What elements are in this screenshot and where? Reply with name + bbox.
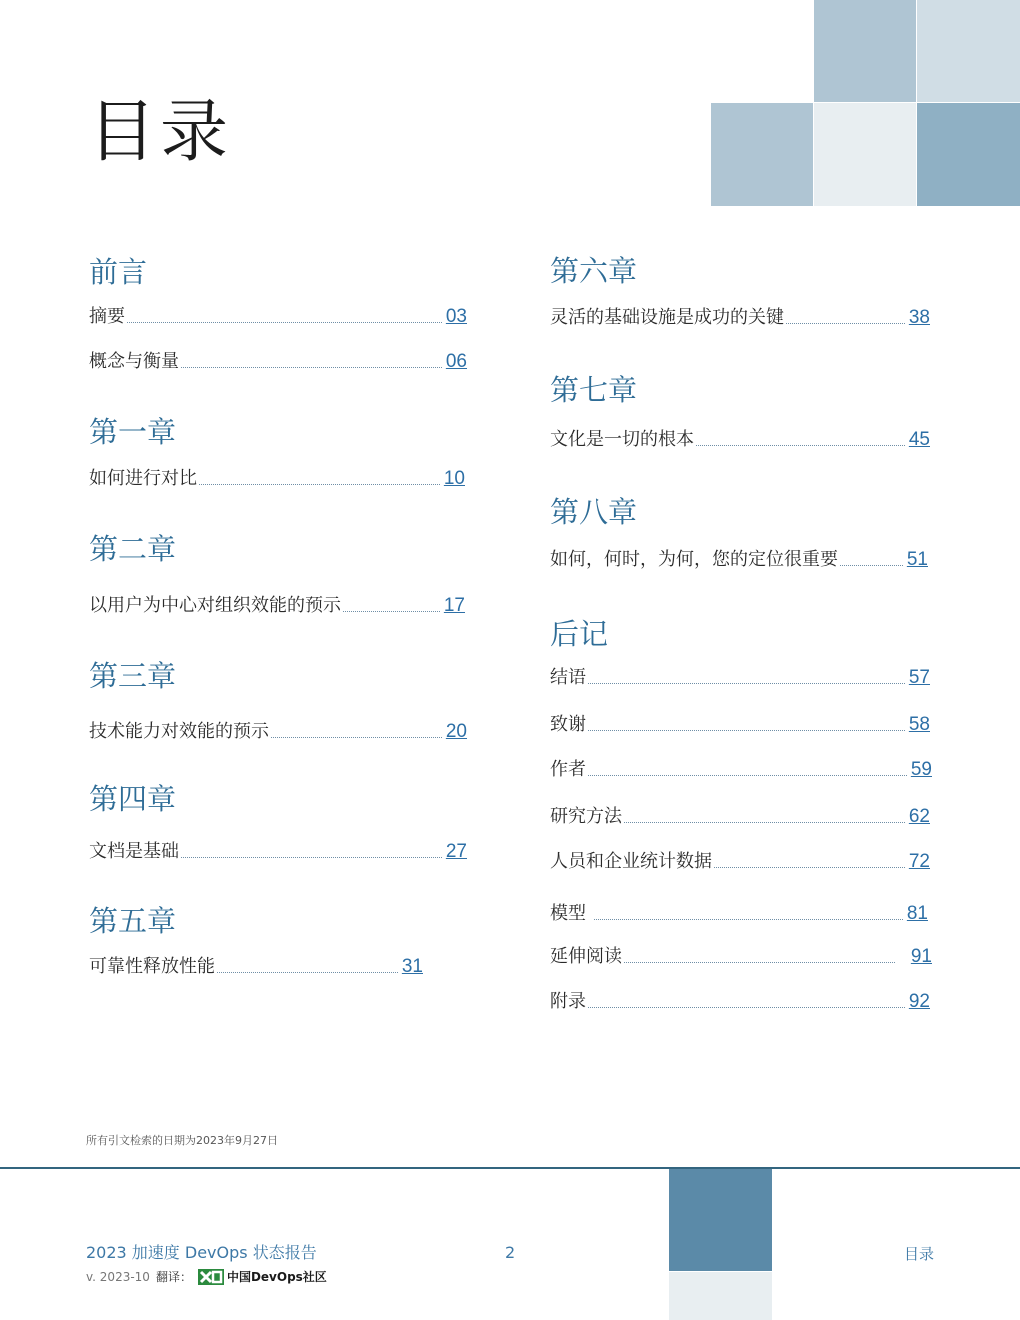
leader-dots [127, 322, 442, 323]
toc-entry[interactable] [550, 802, 930, 828]
leader-dots [588, 1007, 905, 1008]
leader-dots [199, 484, 440, 485]
toc-entry-label: 致谢 [550, 714, 586, 735]
toc-page-link[interactable]: 92 [908, 991, 930, 1012]
toc-entry[interactable] [550, 710, 930, 736]
toc-entry[interactable] [550, 303, 930, 329]
leader-dots [624, 822, 905, 823]
section-heading: 第二章 [89, 532, 177, 566]
toc-entry-label: 研究方法 [550, 806, 622, 827]
devops-community-logo [198, 1268, 327, 1285]
leader-dots [696, 445, 905, 446]
leader-dots [714, 867, 905, 868]
toc-page-link[interactable]: 20 [445, 721, 467, 742]
toc-entry-label: 作者 [550, 759, 586, 780]
toc-entry[interactable] [550, 755, 932, 781]
toc-nav-link[interactable]: 目录 [904, 1245, 935, 1263]
section-heading: 第四章 [89, 782, 177, 816]
logo-text: 中国DevOps社区 [226, 1270, 327, 1284]
toc-page-link[interactable]: 51 [906, 549, 928, 570]
toc-entry[interactable] [89, 302, 467, 328]
toc-page-link[interactable]: 06 [445, 351, 467, 372]
toc-page-link[interactable]: 10 [443, 468, 465, 489]
toc-entry-label: 可靠性释放性能 [89, 956, 215, 977]
toc-entry[interactable] [89, 837, 467, 863]
toc-entry[interactable] [550, 425, 930, 451]
leader-dots [588, 775, 907, 776]
toc-entry-label: 人员和企业统计数据 [550, 851, 712, 872]
toc-page-link[interactable]: 31 [401, 956, 423, 977]
toc-entry-label: 附录 [550, 991, 586, 1012]
leader-dots [343, 611, 440, 612]
leader-dots [181, 857, 442, 858]
toc-page-link[interactable]: 57 [908, 667, 930, 688]
section-heading: 第五章 [89, 904, 177, 938]
toc-page-link[interactable]: 45 [908, 429, 930, 450]
toc-entry-label: 延伸阅读 [550, 946, 622, 967]
toc-entry-label: 结语 [550, 667, 586, 688]
toc-entry[interactable] [89, 347, 467, 373]
toc-page-link[interactable]: 59 [910, 759, 932, 780]
leader-dots [588, 730, 905, 731]
leader-dots [181, 367, 442, 368]
leader-dots [840, 565, 903, 566]
toc-page-link[interactable]: 03 [445, 306, 467, 327]
toc-entry[interactable] [550, 663, 930, 689]
toc-entry[interactable] [550, 942, 932, 968]
footer-divider [0, 1167, 1020, 1169]
leader-dots [588, 683, 905, 684]
toc-entry-label: 概念与衡量 [89, 351, 179, 372]
toc-entry-label: 摘要 [89, 306, 125, 327]
toc-entry[interactable] [89, 591, 465, 617]
deco-square [917, 103, 1020, 206]
deco-square [917, 0, 1020, 102]
toc-page-link[interactable]: 62 [908, 806, 930, 827]
version-text: v. 2023-10 [86, 1269, 150, 1284]
page-title: 目录 [88, 93, 233, 172]
section-heading: 后记 [550, 617, 609, 651]
toc-entry-label: 文档是基础 [89, 841, 179, 862]
toc-entry-label: 如何进行对比 [89, 468, 197, 489]
toc-page-link[interactable]: 72 [908, 851, 930, 872]
toc-entry[interactable] [89, 952, 423, 978]
toc-page-link[interactable]: 81 [906, 903, 928, 924]
toc-page-link[interactable]: 17 [443, 595, 465, 616]
toc-entry-label: 技术能力对效能的预示 [89, 721, 269, 742]
section-heading: 第六章 [550, 254, 638, 288]
leader-dots [624, 962, 895, 963]
deco-square [814, 0, 916, 102]
toc-page-link[interactable]: 91 [910, 946, 932, 967]
footer-square [669, 1169, 772, 1271]
toc-page-link[interactable]: 58 [908, 714, 930, 735]
toc-entry[interactable] [550, 987, 930, 1013]
devops-logo-icon [198, 1269, 224, 1285]
leader-dots [271, 737, 442, 738]
toc-page-link[interactable]: 27 [445, 841, 467, 862]
toc-entry-label: 文化是一切的根本 [550, 429, 694, 450]
section-heading: 第一章 [89, 415, 177, 449]
toc-entry[interactable] [550, 899, 928, 925]
version-line [86, 1268, 327, 1285]
toc-entry-label: 如何，何时，为何，您的定位很重要 [550, 549, 838, 570]
toc-entry-label: 模型 [550, 903, 586, 924]
toc-entry[interactable] [550, 545, 928, 571]
deco-square [711, 103, 813, 206]
leader-dots [217, 972, 398, 973]
section-heading: 第三章 [89, 659, 177, 693]
toc-entry-label: 灵活的基础设施是成功的关键 [550, 307, 784, 328]
report-title: 2023 加速度 DevOps 状态报告 [86, 1243, 317, 1262]
footer-square [669, 1272, 772, 1320]
toc-page-link[interactable]: 38 [908, 307, 930, 328]
page-number: 2 [505, 1243, 516, 1262]
toc-entry-label: 以用户为中心对组织效能的预示 [89, 595, 341, 616]
toc-entry[interactable] [89, 464, 465, 490]
section-heading: 第七章 [550, 373, 638, 407]
leader-dots [786, 323, 905, 324]
section-heading: 前言 [89, 255, 148, 289]
toc-entry[interactable] [550, 847, 930, 873]
leader-dots [594, 919, 903, 920]
footnote: 所有引文检索的日期为2023年9月27日 [86, 1134, 278, 1147]
translation-label: 翻译： [155, 1270, 192, 1284]
toc-entry[interactable] [89, 717, 467, 743]
deco-square [814, 103, 916, 206]
section-heading: 第八章 [550, 495, 638, 529]
